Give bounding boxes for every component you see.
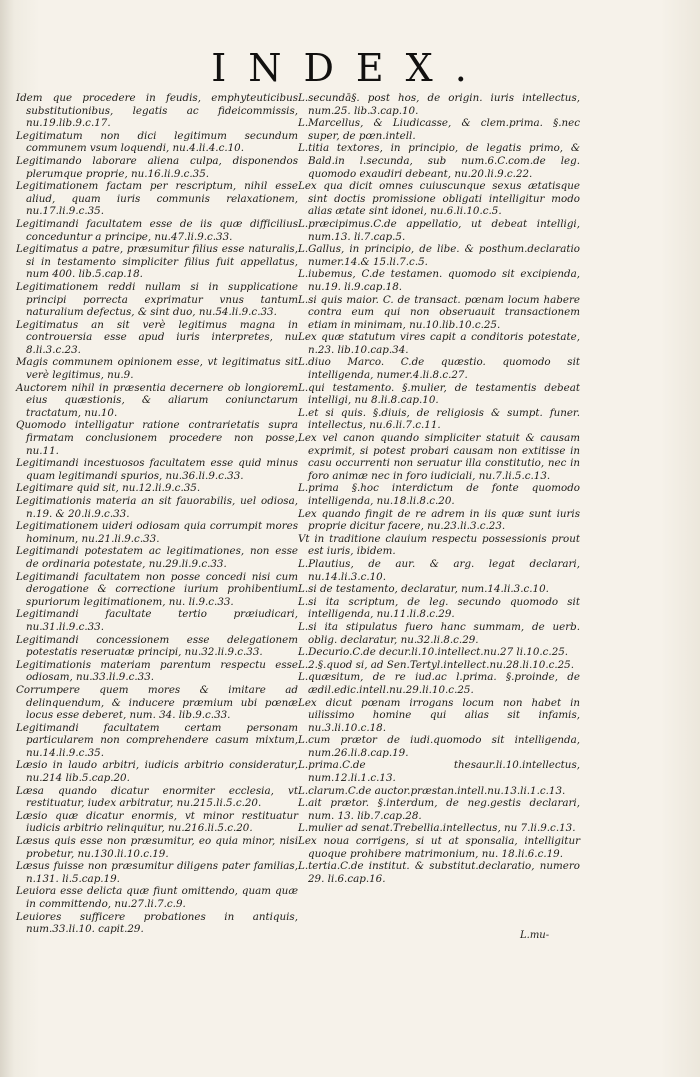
index-entry: L.ait prætor. §.interdum, de neg.gestis declarari, num. 13. lib.7.cap.28. <box>298 797 580 822</box>
index-entry: Lex noua corrigens, si ut at sponsalia, intelligitur quoque prohibere matrimonium, nu. 18.li.6.c.19. <box>298 835 580 860</box>
index-entry: L.mulier ad senat.Trebellia.intellectus, nu 7.li.9.c.13. <box>298 822 576 835</box>
index-entry: Lex vel canon quando simpliciter statuit & causam exprimit, si potest probari causam non extitisse in casu occurrenti non seruatur illa constitutio, nec in foro animæ nec in foro iudiciali, nu.7.li.5.c.13. <box>298 432 580 482</box>
index-entry: L.tertia.C.de institut. & substitut.declaratio, numero 29. li.6.cap.16. <box>298 860 580 885</box>
index-entry: Legitimationem uideri odiosam quia corrumpit mores hominum, nu.21.li.9.c.33. <box>16 520 298 545</box>
index-entry: L.secundā§. post hos, de origin. iuris intellectus, num.25. lib.3.cap.10. <box>298 92 580 117</box>
index-entry: L.Marcellus, & Liudicasse, & clem.prima. §.nec super, de pœn.intell. <box>298 117 580 142</box>
index-entry: L.iubemus, C.de testamen. quomodo sit excipienda, nu.19. li.9.cap.18. <box>298 268 580 293</box>
index-entry: Lex quæ statutum vires capit a conditoris potestate, n.23. lib.10.cap.34. <box>298 331 580 356</box>
index-entry: L.diuo Marco. C.de quæstio. quomodo sit intelligenda, numer.4.li.8.c.27. <box>298 356 580 382</box>
index-entry: Læsus fuisse non præsumitur diligens pater familias, n.131. li.5.cap.19. <box>16 860 298 885</box>
index-entry: Legitimationis materia an sit fauorabilis, uel odiosa, n.19. & 20.li.9.c.33. <box>16 495 298 520</box>
index-entry: Legitimationem reddi nullam si in supplicatione principi porrecta exprimatur vnus tantum naturalium defectus, & sint duo, nu.54.li.9.c.33. <box>16 280 298 319</box>
index-entry: Legitimatus an sit verè legitimus magna in controuersia esse apud iuris interpretes, nu 8.li.3.c.23. <box>16 318 298 356</box>
index-entry: Læsus quis esse non præsumitur, eo quia minor, nisi probetur, nu.130.li.10.c.19. <box>16 835 298 860</box>
index-entry: Læsa quando dicatur enormiter ecclesia, vt restituatur, iudex arbitratur, nu.215.li.5.c.20. <box>16 784 298 810</box>
index-column-right <box>298 92 580 885</box>
index-entry: L.clarum.C.de auctor.præstan.intell.nu.13.li.1.c.13. <box>298 784 566 797</box>
index-entry: Leuiores sufficere probationes in antiquis, num.33.li.10. capit.29. <box>16 910 298 936</box>
index-entry: L.et si quis. §.diuis, de religiosis & sumpt. funer. intellectus, nu.6.li.7.c.11. <box>298 406 580 432</box>
index-entry: Legitimandi facultatem non posse concedi nisi cum derogatione & correctione iurium prohibentium spuriorum legitimationem, nu. li.9.c.33. <box>16 570 298 608</box>
index-entry: Legitimationis materiam parentum respectu esse odiosam, nu.33.li.9.c.33. <box>16 658 298 684</box>
index-entry: L.cum prætor de iudi.quomodo sit intelligenda, num.26.li.8.cap.19. <box>298 734 580 759</box>
index-entry: Leuiora esse delicta quæ fiunt omittendo, quam quæ in committendo, nu.27.li.7.c.9. <box>16 885 298 910</box>
index-column-left <box>16 92 298 936</box>
index-entry: L.Decurio.C.de decur.li.10.intellect.nu.27 li.10.c.25. <box>298 646 569 659</box>
index-entry: Lex qua dicit omnes cuiuscunque sexus ætatisque sint doctis promissione obligati intelligitur modo alias ætate sint idonei, nu.6.li.10.c.5. <box>298 180 580 218</box>
index-entry: L.si de testamento, declaratur, num.14.li.3.c.10. <box>298 583 549 596</box>
index-entry: Legitimare quid sit, nu.12.li.9.c.35. <box>16 482 201 495</box>
index-entry: L.si quis maior. C. de transact. pœnam locum habere contra eum qui non obseruauit transactionem etiam in minimam, nu.10.lib.10.c.25. <box>298 293 580 331</box>
index-entry: L.si ita scriptum, de leg. secundo quomodo sit intelligenda, nu.11.li.8.c.29. <box>298 595 580 621</box>
index-entry: L.2.§.quod si, ad Sen.Tertyl.intellect.nu.28.li.10.c.25. <box>298 658 575 671</box>
index-entry: Legitimationem factam per rescriptum, nihil esse aliud, quam iuris communis relaxationem, nu.17.li.9.c.35. <box>16 180 298 218</box>
index-entry: L.præcipimus.C.de appellatio, ut debeat intelligi, num.13. li.7.cap.5. <box>298 217 580 243</box>
index-entry: Legitimatus a patre, præsumitur filius esse naturalis, si in testamento simpliciter filius fuit appellatus, num 400. lib.5.cap.18. <box>16 243 298 281</box>
index-entry: Legitimandi concessionem esse delegationem potestatis reseruatæ principi, nu.32.li.9.c.33. <box>16 633 298 659</box>
index-entry: L.prima.C.de thesaur.li.10.intellectus, num.12.li.1.c.13. <box>298 759 580 785</box>
index-entry: Lex dicut pœnam irrogans locum non habet in uilissimo homine qui alias sit infamis, nu.3.li.10.c.18. <box>298 696 580 734</box>
index-entry: L.qui testamento. §.mulier, de testamentis debeat intelligi, nu 8.li.8.cap.10. <box>298 381 580 407</box>
index-entry: Corrumpere quem mores & imitare ad delinquendum, & inducere præmium ubi pœnæ locus esse deberet, num. 34. lib.9.c.33. <box>16 683 298 722</box>
index-entry: L.si ita stipulatus fuero hanc summam, de uerb. oblig. declaratur, nu.32.li.8.c.29. <box>298 620 580 646</box>
index-entry: Quomodo intelligatur ratione contrarietatis supra firmatam conclusionem procedere non posse, nu.11. <box>16 419 298 457</box>
index-entry: Legitimandi facultatem esse de iis quæ difficilius conceduntur a principe, nu.47.li.9.c.33. <box>16 217 298 243</box>
catchword: L.mu- <box>520 930 550 941</box>
index-entry: L.titia textores, in principio, de legatis primo, & Bald.in l.secunda, sub num.6.C.com.de leg. quomodo exaudiri debeant, nu.20.li.9.c.22. <box>298 142 580 180</box>
index-entry: Auctorem nihil in præsentia decernere ob longiorem eius quæstionis, & aliarum coniunctarum tractatum, nu.10. <box>16 381 298 419</box>
index-entry: L.Plautius, de aur. & arg. legat declarari, nu.14.li.3.c.10. <box>298 557 580 583</box>
index-entry: Legitimandi incestuosos facultatem esse quid minus quam legitimandi spurios, nu.36.li.9.c.33. <box>16 457 298 482</box>
index-entry: Legitimatum non dici legitimum secundum communem vsum loquendi, nu.4.li.4.c.10. <box>16 129 298 155</box>
index-entry: L.prima §.hoc interdictum de fonte quomodo intelligenda, nu.18.li.8.c.20. <box>298 482 580 507</box>
index-entry: Legitimando laborare aliena culpa, disponendos plerumque proprie, nu.16.li.9.c.35. <box>16 154 298 180</box>
index-entry: Magis communem opinionem esse, vt legitimatus sit verè legitimus, nu.9. <box>16 356 298 382</box>
index-entry: Vt in traditione clauium respectu possessionis prout est iuris, ibidem. <box>298 532 580 558</box>
page-title: INDEX. <box>211 46 489 90</box>
index-entry: L.Gallus, in principio, de libe. & posthum.declaratio numer.14.& 15.li.7.c.5. <box>298 243 580 268</box>
index-entry: L.quæsitum, de re iud.ac l.prima. §.proinde, de ædil.edic.intell.nu.29.li.10.c.25. <box>298 671 580 696</box>
index-entry: Legitimandi facultatem certam personam particularem non comprehendere casum mixtum, nu.14.li.9.c.35. <box>16 721 298 759</box>
index-entry: Lex quando fingit de re adrem in iis quæ sunt iuris proprie dicitur facere, nu.23.li.3.c.23. <box>298 507 580 533</box>
index-entry: Læsio in laudo arbitri, iudicis arbitrio consideratur, nu.214 lib.5.cap.20. <box>16 759 298 785</box>
index-entry: Læsio quæ dicatur enormis, vt minor restituatur iudicis arbitrio relinquitur, nu.216.li.5.c.20. <box>16 809 298 835</box>
index-entry: Idem que procedere in feudis, emphyteuticibus substitutionibus, legatis ac fideicommissis, nu.19.lib.9.c.17. <box>16 92 298 130</box>
index-entry: Legitimandi potestatem ac legitimationes, non esse de ordinaria potestate, nu.29.li.9.c.33. <box>16 545 298 570</box>
index-entry: Legitimandi facultate tertio præiudicari, nu.31.li.9.c.33. <box>16 608 298 633</box>
